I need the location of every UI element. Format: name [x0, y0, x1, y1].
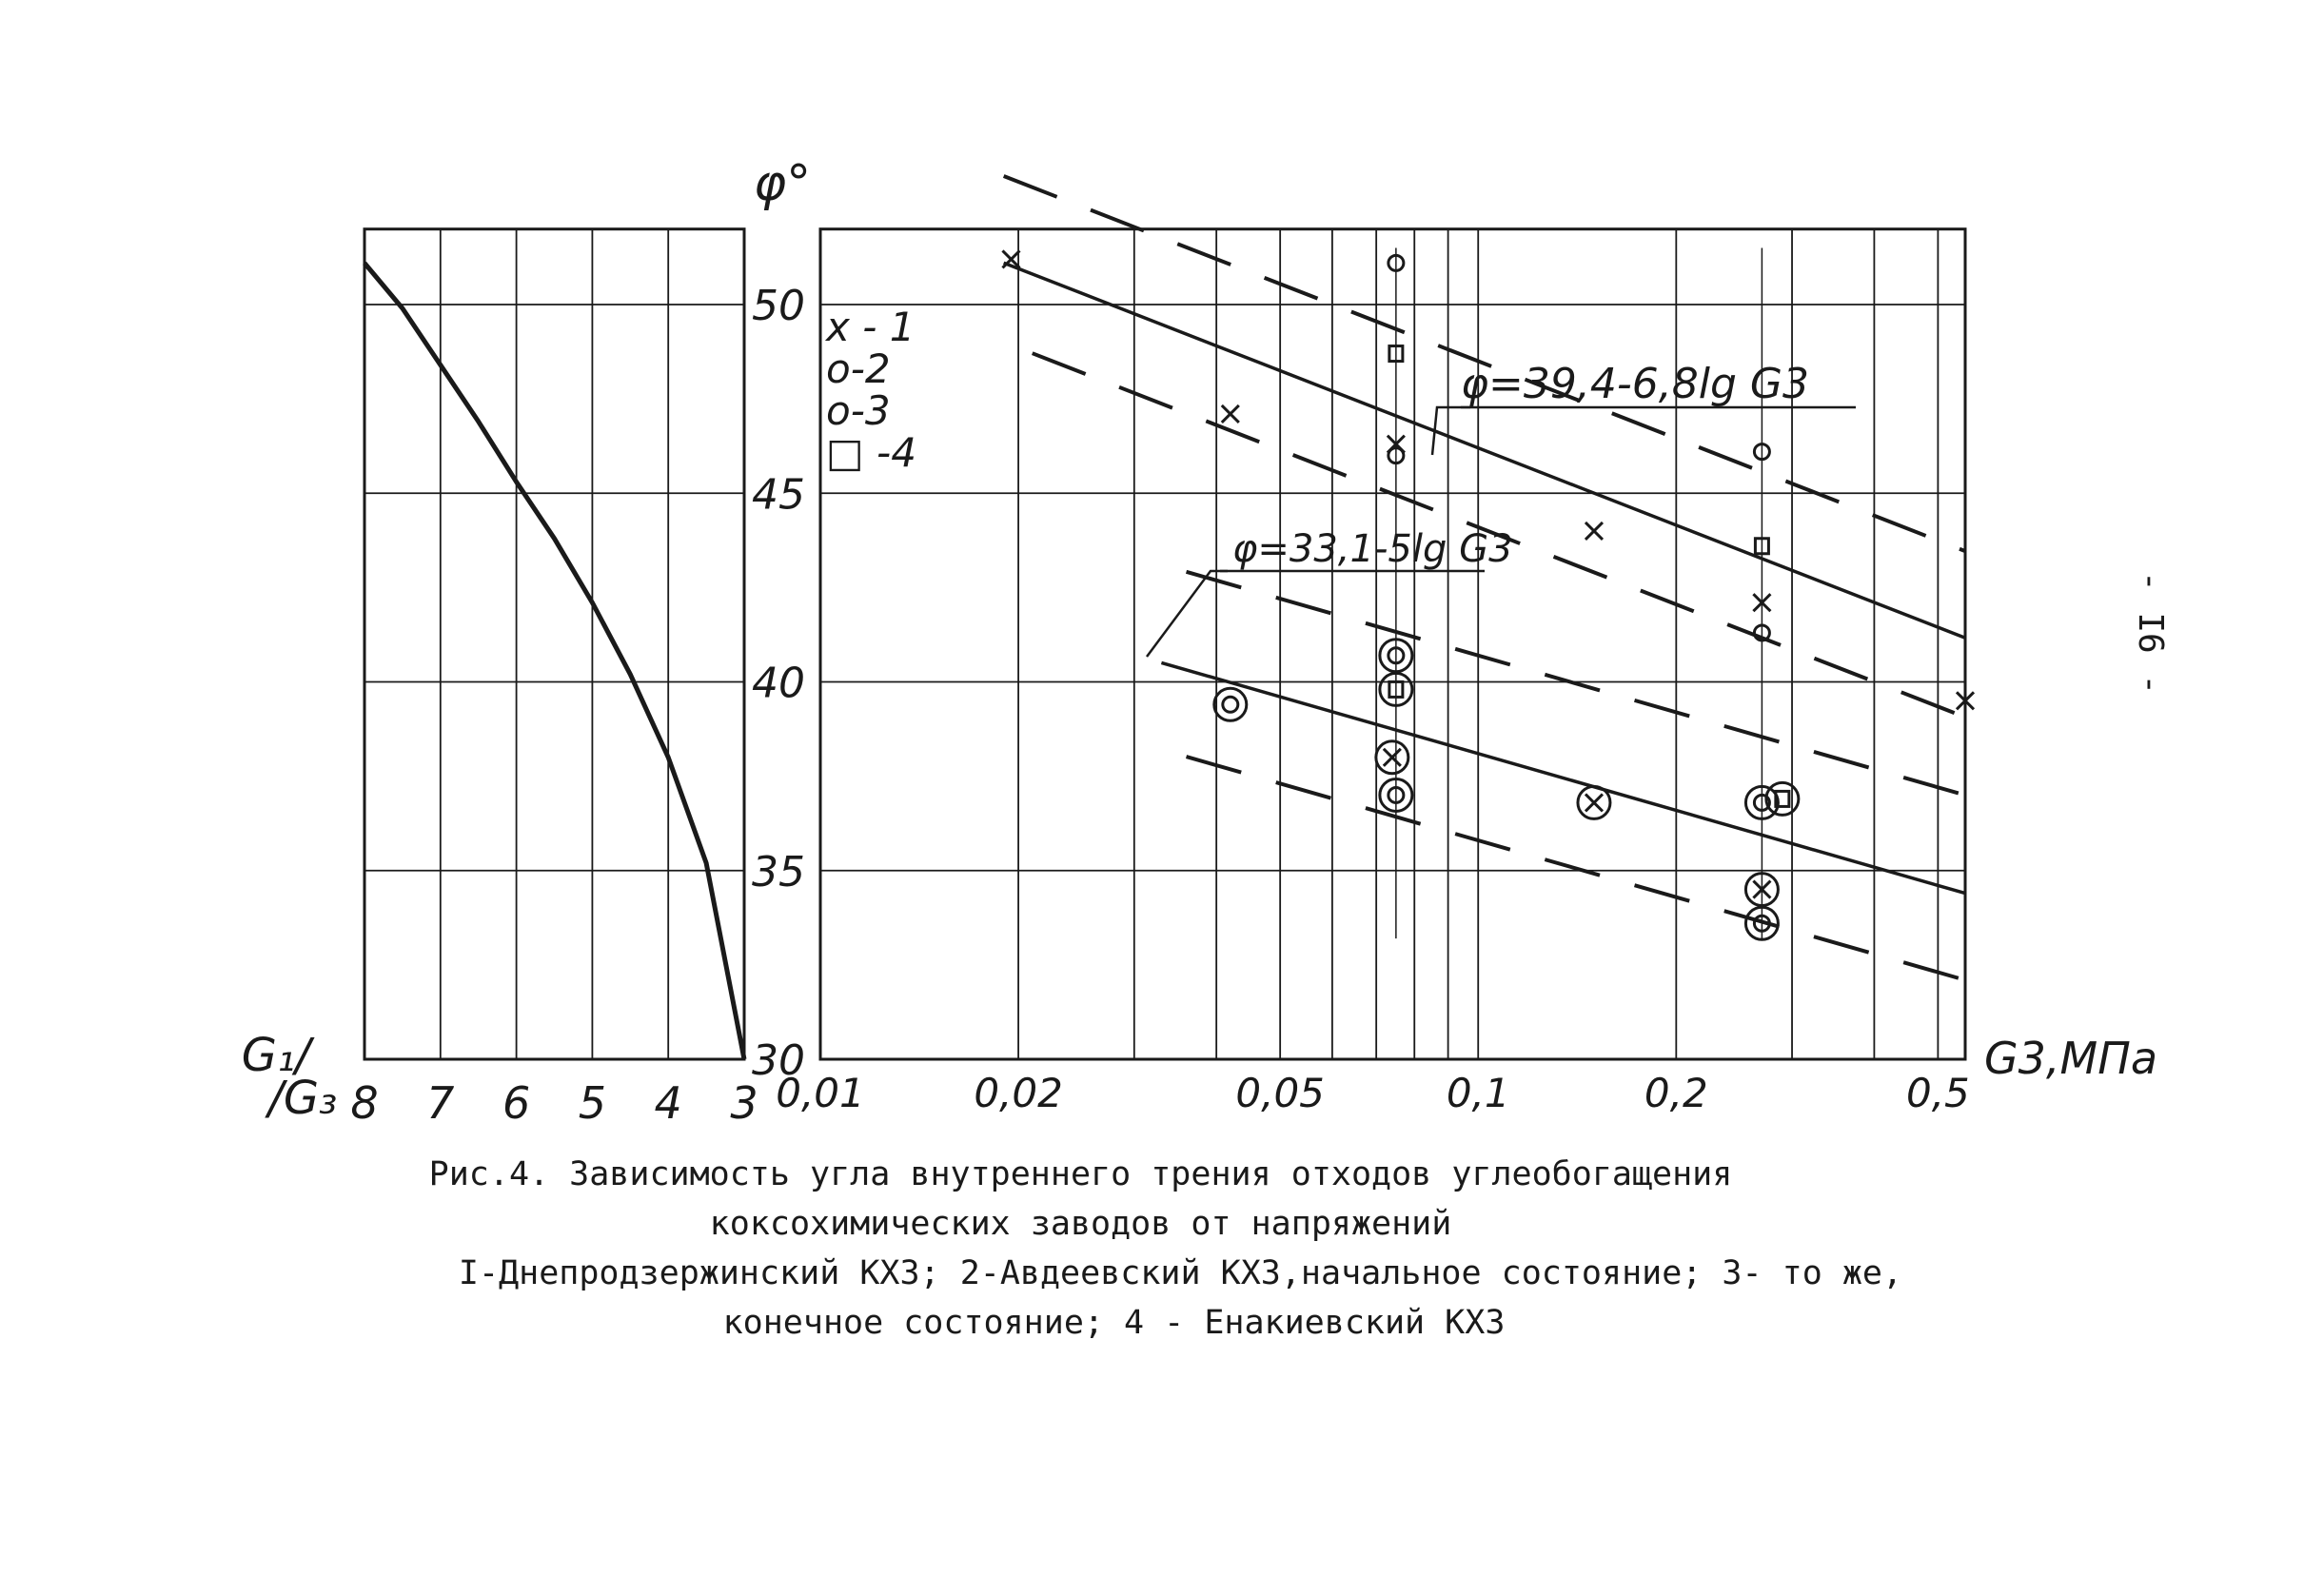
left-x-tick-label: 7 [426, 1077, 455, 1129]
page-number: - I6 - [2131, 571, 2170, 696]
left-plot-frame [364, 229, 744, 1059]
left-x-tick-label: 6 [502, 1077, 531, 1129]
dashed-band-line [1187, 572, 1965, 796]
x-tick-label: 0,05 [1235, 1070, 1325, 1116]
left-x-tick-label: 3 [730, 1077, 758, 1129]
regression-line [1161, 662, 1965, 893]
x-tick-label: 0,2 [1644, 1070, 1708, 1116]
x-tick-label: 0,1 [1446, 1070, 1510, 1116]
y-tick-label: 35 [752, 847, 805, 897]
left-panel [242, 229, 758, 1129]
point-ring [1766, 782, 1799, 815]
figure-caption [0, 1150, 2304, 1348]
legend-entry: o-2 [826, 345, 891, 392]
right-plot-frame [820, 229, 1965, 1059]
caption-line-1: Рис.4. Зависимость угла внутреннего трения отходов углеобогащения [428, 1155, 1733, 1193]
legend-entry: o-3 [826, 387, 891, 434]
x-tick-label: 0,02 [974, 1070, 1063, 1116]
series-2-circled-o [1380, 640, 1779, 819]
left-x-label-numerator: G₁/ [241, 1029, 311, 1082]
left-x-tick-label: 4 [654, 1077, 682, 1129]
y-axis-label: φ° [753, 155, 812, 212]
equation-label-upper: φ=39,4-6,8lg G3 [1461, 360, 1809, 408]
left-curve [364, 263, 744, 1059]
right-panel [752, 155, 2157, 1116]
data-point [1214, 688, 1247, 720]
regression-line [1004, 263, 1965, 638]
data-point [1222, 405, 1239, 423]
annotations [1147, 360, 1856, 657]
point-circle [1223, 697, 1238, 712]
left-x-tick-label: 8 [350, 1077, 379, 1129]
data-point [1585, 522, 1603, 540]
x-tick-label: 0,5 [1905, 1070, 1970, 1116]
point-ring [1214, 688, 1247, 720]
dashed-band-line [1187, 757, 1965, 980]
legend [824, 304, 916, 476]
data-point [1578, 786, 1610, 818]
y-tick-label: 45 [752, 470, 805, 520]
equation-label-lower: φ=33,1-5lg G3 [1232, 527, 1513, 571]
data-point [1766, 782, 1799, 815]
legend-entry: x - 1 [826, 304, 916, 350]
caption-line-2: коксохимических заводов от напряжений [709, 1205, 1452, 1243]
y-tick-label: 40 [752, 659, 805, 708]
x-tick-label: 0,01 [776, 1070, 865, 1116]
left-x-tick-label: 5 [578, 1077, 607, 1129]
caption-line-4: конечное состояние; 4 - Енакиевский КХЗ [722, 1304, 1506, 1342]
equation-leader [1147, 571, 1228, 657]
legend-entry: □ -4 [826, 429, 916, 476]
x-axis-label: G3,МПа [1984, 1033, 2158, 1084]
y-tick-label: 30 [752, 1036, 805, 1085]
data-point [1376, 741, 1408, 774]
y-tick-label: 50 [752, 282, 805, 330]
left-x-label-denominator: /G₃ [267, 1072, 338, 1125]
caption-line-3: I-Днепродзержинский КХЗ; 2-Авдеевский КХЗ,начальное состояние; 3- то же, [458, 1254, 1903, 1292]
